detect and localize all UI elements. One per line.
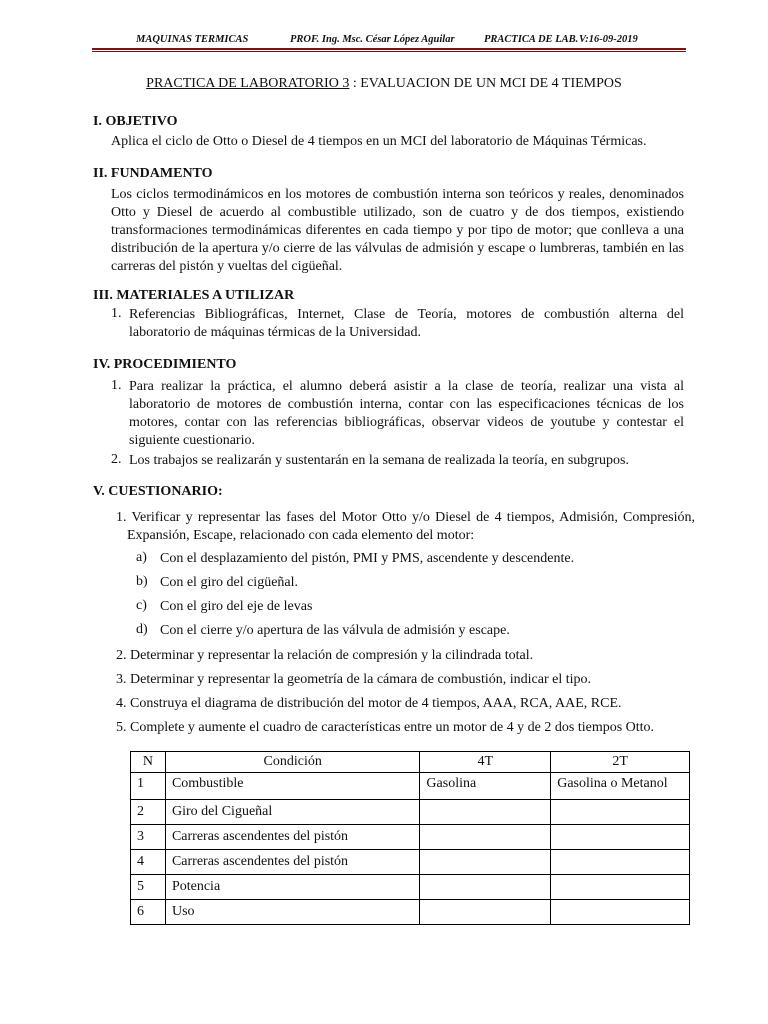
table-row bbox=[131, 773, 690, 800]
table-cell: 5 bbox=[131, 875, 166, 900]
table-row bbox=[131, 825, 690, 850]
table-cell bbox=[420, 900, 551, 925]
table-header-cell: N bbox=[131, 752, 166, 773]
table-cell bbox=[551, 900, 690, 925]
table-row bbox=[131, 900, 690, 925]
table-cell: Carreras ascendentes del pistón bbox=[165, 825, 419, 850]
table-cell: Gasolina o Metanol bbox=[551, 773, 690, 800]
sub-question-a: Con el desplazamiento del pistón, PMI y PMS, ascendente y descendente. bbox=[160, 551, 575, 566]
table-header-row bbox=[131, 752, 690, 773]
table-cell: Gasolina bbox=[420, 773, 551, 800]
comparison-table bbox=[130, 751, 690, 925]
materiales-text: Referencias Bibliográficas, Internet, Clase de Teoría, motores de combustión alterna del laboratorio de máquinas térmicas de la Universidad. bbox=[129, 307, 684, 340]
table-header-cell: 4T bbox=[420, 752, 551, 773]
section-procedimiento-heading: IV. PROCEDIMIENTO bbox=[93, 357, 237, 372]
table-row bbox=[131, 875, 690, 900]
header-rule bbox=[92, 48, 686, 50]
fundamento-text: Los ciclos termodinámicos en los motores de combustión interna son teóricos y reales, denominados Otto y Diesel de acuerdo al combustible utilizado, son de cuatro y de dos tiempos, existiendo transformaciones termodinámicas diferentes en cada tiempo y por tipo de motor; que conlleva a una distribución de la apertura y/o cierre de las válvulas de admisión y escape o lumbreras, también en las carreras del pistón y vueltas del cigüeñal. bbox=[111, 187, 684, 274]
sub-b-label: b) bbox=[136, 574, 148, 589]
question-4: 4. Construya el diagrama de distribución del motor de 4 tiempos, AAA, RCA, AAE, RCE. bbox=[116, 696, 622, 711]
header-type: PRACTICA DE LAB. bbox=[484, 34, 579, 45]
header-version: V:16-09-2019 bbox=[579, 34, 638, 45]
table-row bbox=[131, 800, 690, 825]
procedimiento-item-1: Para realizar la práctica, el alumno deberá asistir a la clase de teoría, realizar una vista al laboratorio de motores de combustión interna, contar con las especificaciones técnicas de los motores, contar con las referencias bibliográficas, observar videos de youtube y contestar el siguiente cuestionario. bbox=[129, 379, 684, 448]
table-cell bbox=[551, 875, 690, 900]
procedimiento-number-2: 2. bbox=[111, 452, 122, 467]
section-cuestionario-heading: V. CUESTIONARIO: bbox=[93, 484, 223, 499]
table-cell: Combustible bbox=[165, 773, 419, 800]
sub-question-c: Con el giro del eje de levas bbox=[160, 599, 313, 614]
table-cell: 6 bbox=[131, 900, 166, 925]
sub-a-label: a) bbox=[136, 550, 147, 565]
materiales-number: 1. bbox=[111, 306, 122, 321]
table-cell: 4 bbox=[131, 850, 166, 875]
question-1: 1. Verificar y representar las fases del Motor Otto y/o Diesel de 4 tiempos, Admisión, Compresión, Expansión, Escape, relacionado con cada elemento del motor: bbox=[116, 510, 695, 543]
table-cell: 1 bbox=[131, 773, 166, 800]
table-cell bbox=[420, 825, 551, 850]
question-2: 2. Determinar y representar la relación de compresión y la cilindrada total. bbox=[116, 648, 534, 663]
table-cell: Potencia bbox=[165, 875, 419, 900]
title-prefix: PRACTICA DE LABORATORIO 3 bbox=[146, 76, 350, 91]
table-cell: 2 bbox=[131, 800, 166, 825]
header-rule-thin bbox=[92, 51, 686, 52]
section-materiales-heading: III. MATERIALES A UTILIZAR bbox=[93, 288, 295, 303]
objetivo-text: Aplica el ciclo de Otto o Diesel de 4 tiempos en un MCI del laboratorio de Máquinas Térmicas. bbox=[111, 134, 647, 149]
header-professor: PROF. Ing. Msc. César López Aguilar bbox=[290, 34, 455, 45]
table-cell bbox=[420, 875, 551, 900]
procedimiento-number-1: 1. bbox=[111, 378, 122, 393]
sub-question-d: Con el cierre y/o apertura de las válvula de admisión y escape. bbox=[160, 623, 510, 638]
page-title bbox=[0, 76, 768, 92]
title-rest: : EVALUACION DE UN MCI DE 4 TIEMPOS bbox=[349, 76, 622, 91]
table-cell bbox=[551, 850, 690, 875]
section-objetivo-heading: I. OBJETIVO bbox=[93, 114, 178, 129]
table-header-cell: 2T bbox=[551, 752, 690, 773]
procedimiento-item-2: Los trabajos se realizarán y sustentarán en la semana de realizada la teoría, en subgrupos. bbox=[129, 453, 629, 468]
table-cell bbox=[551, 800, 690, 825]
sub-c-label: c) bbox=[136, 598, 147, 613]
table-row bbox=[131, 850, 690, 875]
table-cell: Giro del Cigueñal bbox=[165, 800, 419, 825]
sub-d-label: d) bbox=[136, 622, 148, 637]
header-course: MAQUINAS TERMICAS bbox=[136, 34, 249, 45]
table-cell: 3 bbox=[131, 825, 166, 850]
sub-question-b: Con el giro del cigüeñal. bbox=[160, 575, 299, 590]
table-cell bbox=[420, 850, 551, 875]
table-header-cell: Condición bbox=[165, 752, 419, 773]
table-cell bbox=[420, 800, 551, 825]
table-cell: Uso bbox=[165, 900, 419, 925]
table-cell: Carreras ascendentes del pistón bbox=[165, 850, 419, 875]
question-5: 5. Complete y aumente el cuadro de características entre un motor de 4 y de 2 dos tiempos Otto. bbox=[116, 720, 655, 735]
table-cell bbox=[551, 825, 690, 850]
question-3: 3. Determinar y representar la geometría de la cámara de combustión, indicar el tipo. bbox=[116, 672, 592, 687]
section-fundamento-heading: II. FUNDAMENTO bbox=[93, 166, 213, 181]
